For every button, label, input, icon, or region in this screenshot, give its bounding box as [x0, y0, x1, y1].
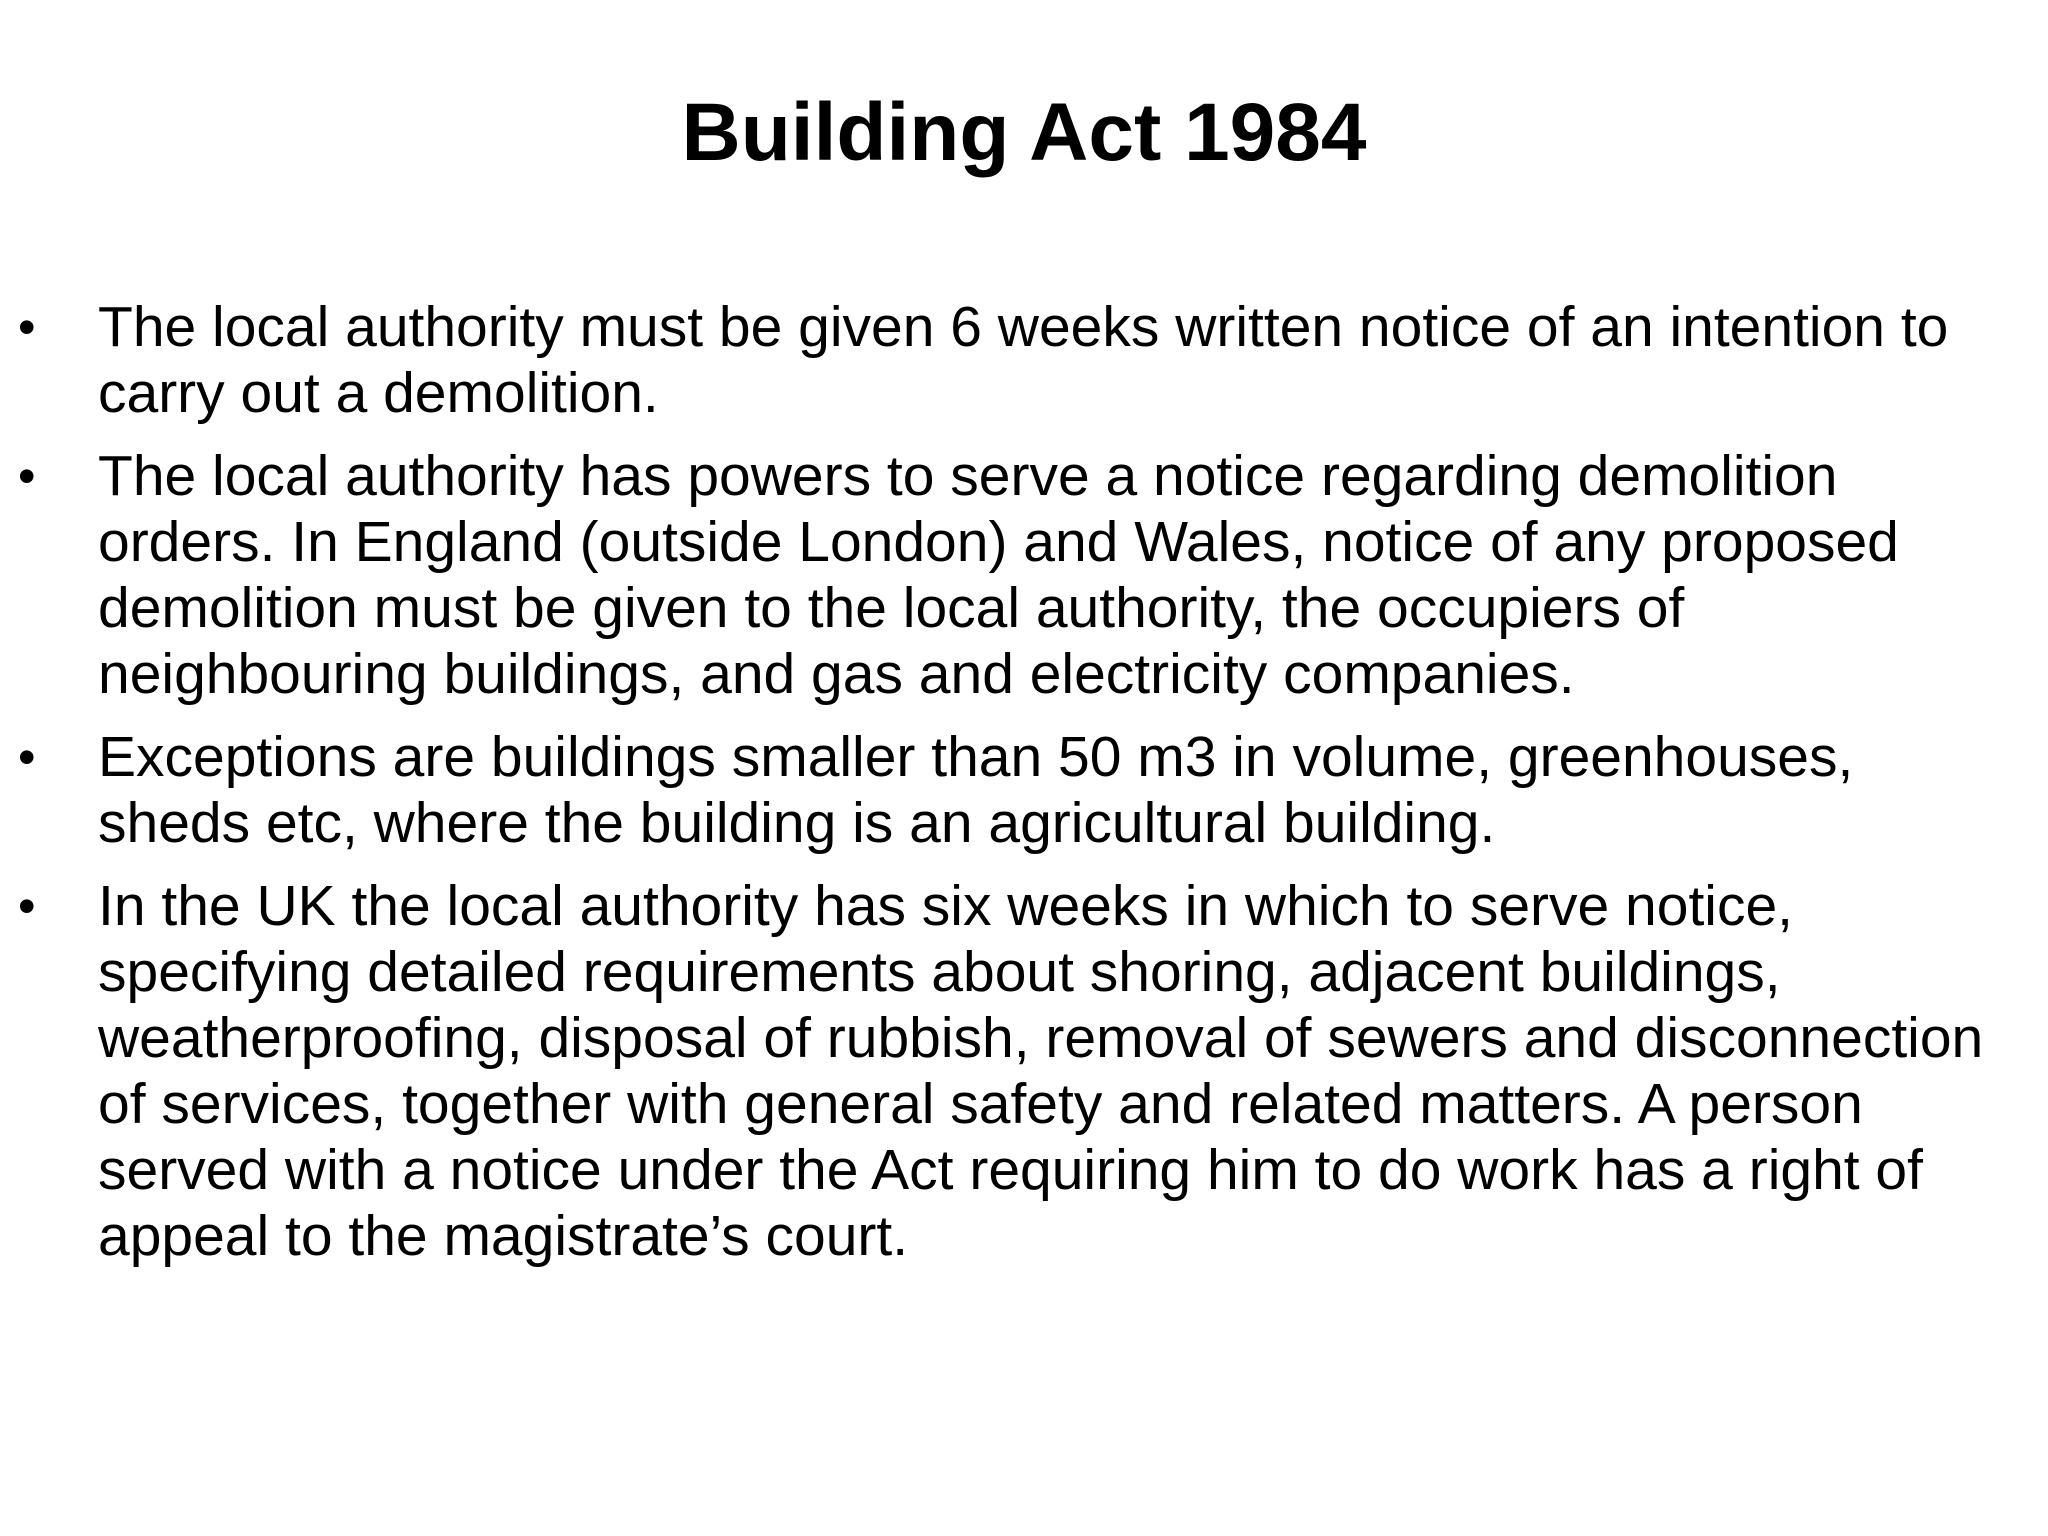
bullet-text: The local authority has powers to serve a notice regarding demolition orders. In England (outside London) and Wales, notice of any proposed demolition must be given to the local authority, the occupiers of neighbouring buildings, and gas and electricity companies. — [98, 444, 1899, 706]
bullet-text: In the UK the local authority has six weeks in which to serve notice, specifying detailed requirements about shoring, adjacent buildings, weatherproofing, disposal of rubbish, removal of sewers and disconnection of services, together with general safety and related matters. A person served with a notice under the Act requiring him to do work has a right of appeal to the magistrate’s court. — [98, 874, 1984, 1268]
bullet-text: The local authority must be given 6 weeks written notice of an intention to carry out a demolition. — [98, 295, 1949, 425]
bullet-list — [18, 294, 2003, 1286]
bullet-dot-icon: • — [18, 448, 36, 504]
bullet-item — [18, 724, 2003, 856]
bullet-dot-icon: • — [18, 878, 36, 934]
bullet-dot-icon: • — [18, 729, 36, 785]
bullet-text: Exceptions are buildings smaller than 50 m3 in volume, greenhouses, sheds etc, where the building is an agricultural building. — [98, 725, 1854, 855]
bullet-item — [18, 873, 2003, 1269]
slide-title: Building Act 1984 — [681, 87, 1367, 178]
bullet-item — [18, 294, 2003, 426]
bullet-dot-icon: • — [18, 299, 36, 355]
bullet-item — [18, 443, 2003, 707]
